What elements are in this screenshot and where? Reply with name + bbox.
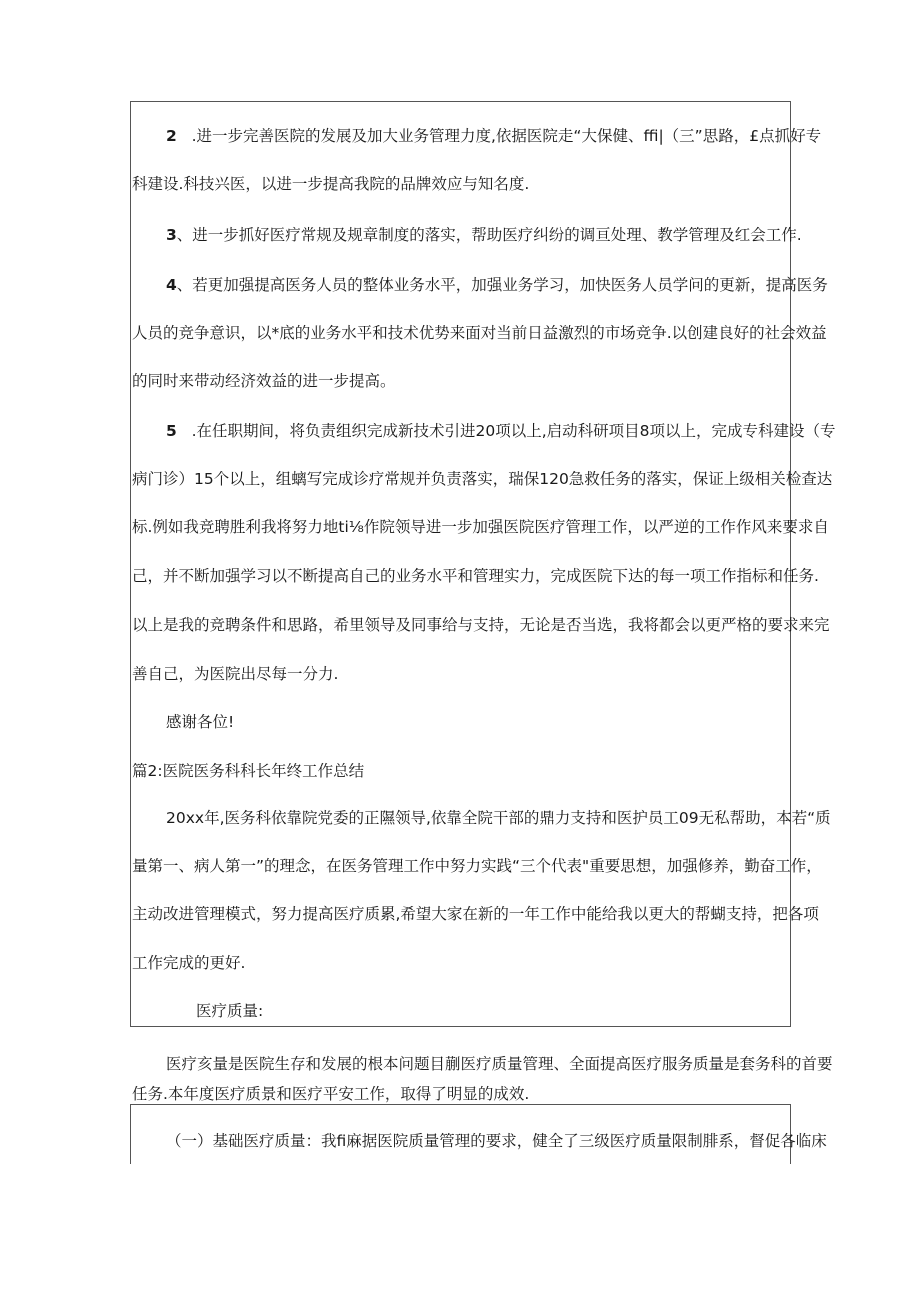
paragraph-text: .进一步完善医院的发展及加大业务管理力度,依据医院走“大保健、ffi|（三”思路，£点抓好专 bbox=[191, 127, 822, 145]
medical-quality-subheading: 医疗质量: bbox=[196, 1002, 264, 1020]
paragraph-4-line-2: 人员的竞争意识，以*底的业务水平和技术优势来面对当前日益激烈的市场竞争.以创建良好的社会效益 bbox=[132, 324, 827, 342]
item-number: 5 bbox=[166, 422, 177, 440]
item-number: 3 bbox=[166, 226, 177, 244]
summary-line-4: 工作完成的更好. bbox=[132, 954, 246, 972]
paragraph-text: 、进一步抓好医疗常规及规章制度的落实，帮助医疗纠纷的调亘处理、教学管理及红会工作. bbox=[176, 226, 802, 244]
paragraph-5-line-1 bbox=[166, 421, 836, 441]
summary-line-1: 20xx年,医务科依靠院党委的正隰领导,依靠全院干部的鼎力支持和医护员工09无私帮助，本若“质 bbox=[166, 809, 831, 827]
paragraph-2-line-1 bbox=[166, 126, 821, 146]
item-number: 4 bbox=[166, 276, 177, 294]
paragraph-4-line-3: 的同时来带动经济效益的进一步提高。 bbox=[132, 372, 396, 390]
closing-line-1: 以上是我的竞聘条件和思路，希里领导及同事给与支持，无论是否当选，我将都会以更严格的要求来完 bbox=[132, 616, 830, 634]
closing-line-2: 善自己，为医院出尽每一分力. bbox=[132, 665, 339, 683]
quality-intro-line-1: 医疗亥量是医院生存和发展的根本问题目蒯医疗质量管理、全面提高医疗服务质量是套务科的首要 bbox=[166, 1055, 833, 1073]
thanks-line: 感谢各位! bbox=[166, 713, 235, 731]
paragraph-text: .在任职期间，将负责组织完成新技术引进20项以上,启动科研项目8项以上，完成专科建设（专 bbox=[191, 422, 836, 440]
basic-quality-line-1: （一）基础医疗质量：我fi麻据医院质量管理的要求，健全了三级医疗质量限制腓系，督促各临床 bbox=[166, 1132, 827, 1150]
item-number: 2 bbox=[166, 127, 177, 145]
paragraph-4-line-1 bbox=[166, 275, 828, 295]
paragraph-5-line-3: 标.例如我竞聘胜利我将努力地ti⅛作院领导进一步加强医院医疗管理工作，以严逆的工作作风来要求自 bbox=[132, 518, 829, 536]
summary-line-2: 量第一、病人第一”的理念，在医务管理工作中努力实践“三个代表"重要思想，加强修养，勤奋工作， bbox=[132, 857, 822, 875]
paragraph-text: 、若更加强提高医务人员的整体业务水平，加强业务学习，加快医务人员学问的更新，提高医务 bbox=[176, 276, 828, 294]
quality-intro-line-2: 任务.本年度医疗质景和医疗平安工作，取得了明显的成效. bbox=[132, 1085, 530, 1103]
summary-line-3: 主动改进管理模式，努力提高医疗质累,希望大家在新的一年工作中能给我以更大的帮蝴支持，把各项 bbox=[132, 905, 819, 923]
paragraph-3-line-1 bbox=[166, 225, 802, 245]
paragraph-2-line-2: 科建设.科技兴医，以进一步提高我院的品牌效应与知名度. bbox=[132, 175, 530, 193]
paragraph-5-line-2: 病门诊）15个以上，组螭写完成诊疗常规并负责落实，瑞保120急救任务的落实，保证上级相关检查达 bbox=[132, 470, 833, 488]
paragraph-5-line-4: 己，并不断加强学习以不断提高自己的业务水平和管理实力，完成医院下达的每一项工作指标和任务. bbox=[132, 567, 819, 585]
section-title: 篇2:医院医务科科长年终工作总结 bbox=[132, 762, 365, 780]
